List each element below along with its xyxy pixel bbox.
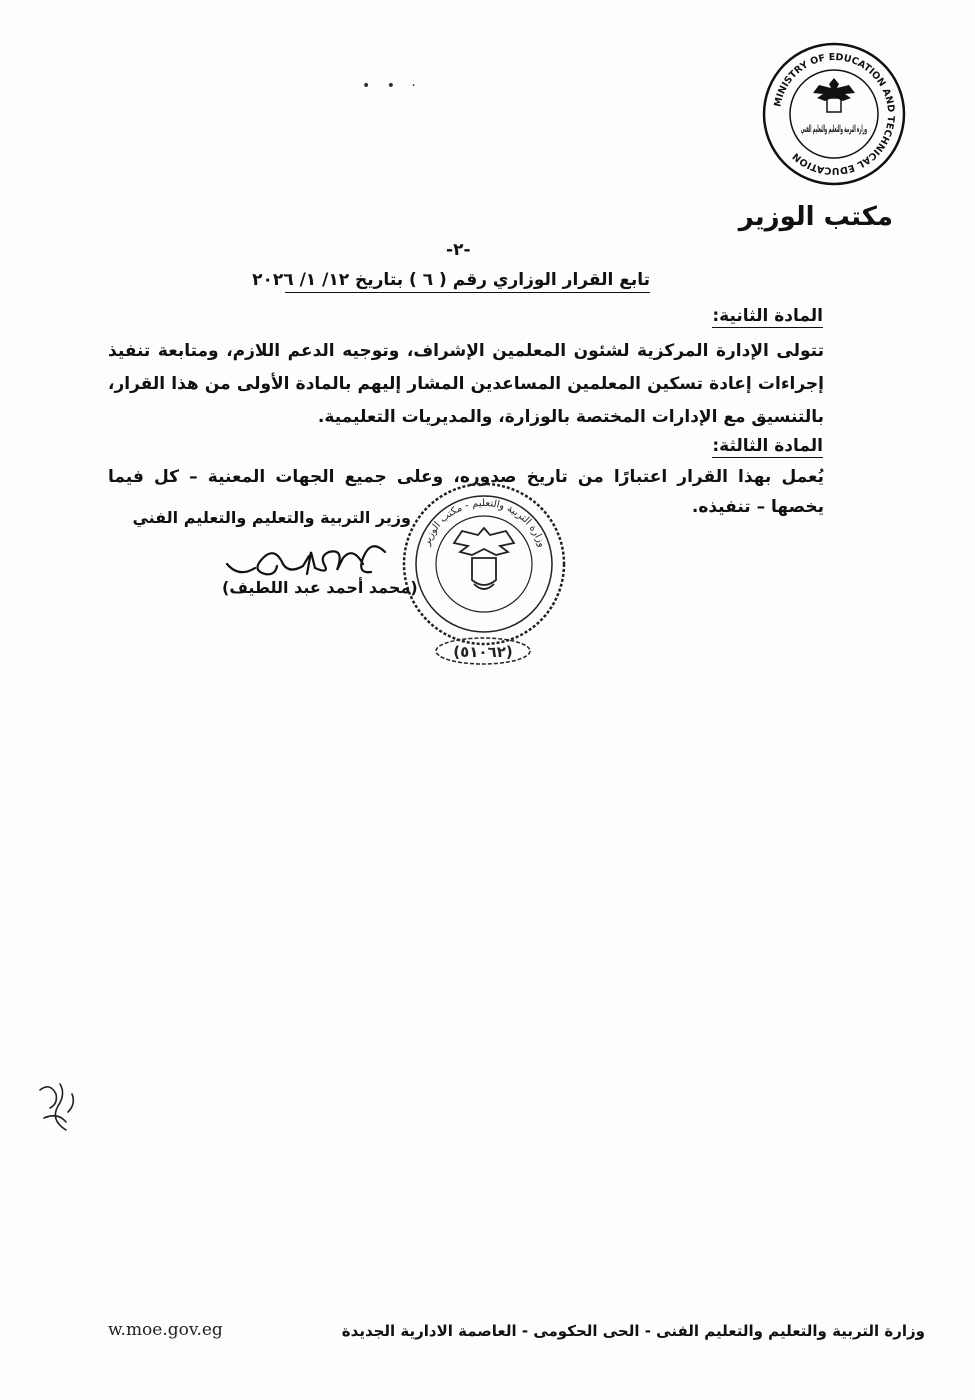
- handwritten-signature: [225, 534, 395, 582]
- article-heading: المادة الثالثة:: [712, 436, 823, 456]
- signer-name: (محمد أحمد عبد اللطيف): [222, 578, 418, 597]
- footer-address: وزارة التربية والتعليم والتعليم الفنى - الحى الحكومى - العاصمة الادارية الجديدة: [341, 1322, 925, 1340]
- scan-speck: • • ·: [362, 78, 422, 94]
- office-title: مكتب الوزير: [738, 202, 893, 232]
- logo-arabic-text: وزارة التربية والتعليم والتعليم الفني: [801, 124, 867, 135]
- handwritten-note: [32, 1078, 86, 1138]
- official-stamp: [400, 480, 568, 648]
- stamp-ring-text: وزارة التربية والتعليم - مكتب الوزير: [421, 497, 548, 549]
- serial-number-stamp: [433, 635, 533, 667]
- eagle-icon: [813, 78, 855, 112]
- logo-ring-text: MINISTRY OF EDUCATION AND TECHNICAL EDUCATION: [772, 51, 897, 177]
- article-text: يُعمل بهذا القرار اعتبارًا من تاريخ صدوره، وعلى جميع الجهات المعنية – كل فيما يخصها – تنفيذه.: [108, 467, 824, 517]
- svg-text:وزارة التربية والتعليم - مكتب: [421, 498, 547, 549]
- decree-reference: تابع القرار الوزاري رقم ( ٦ ) بتاريخ ١٢/ ١/ ٢٠٢٦: [285, 270, 650, 293]
- serial-number: (٥١٠٦٢): [453, 643, 513, 661]
- footer-website: w.moe.gov.eg: [108, 1320, 223, 1340]
- ministry-emblem-logo: [760, 40, 908, 188]
- eagle-icon: [454, 528, 514, 589]
- article-text: تتولى الإدارة المركزية لشئون المعلمين الإشراف، وتوجيه الدعم اللازم، ومتابعة تنفيذ إجراءات إعادة تسكين المعلمين المساعدين المشار إليهم بالمادة الأولى من هذا القرار، بالتنسيق مع الإدارات المختصة بالوزارة، والمديريات التعليمية.: [108, 341, 824, 427]
- signer-title: وزير التربية والتعليم والتعليم الفني: [132, 508, 411, 527]
- article-heading: المادة الثانية:: [712, 306, 823, 326]
- page-number: -٢-: [446, 240, 471, 260]
